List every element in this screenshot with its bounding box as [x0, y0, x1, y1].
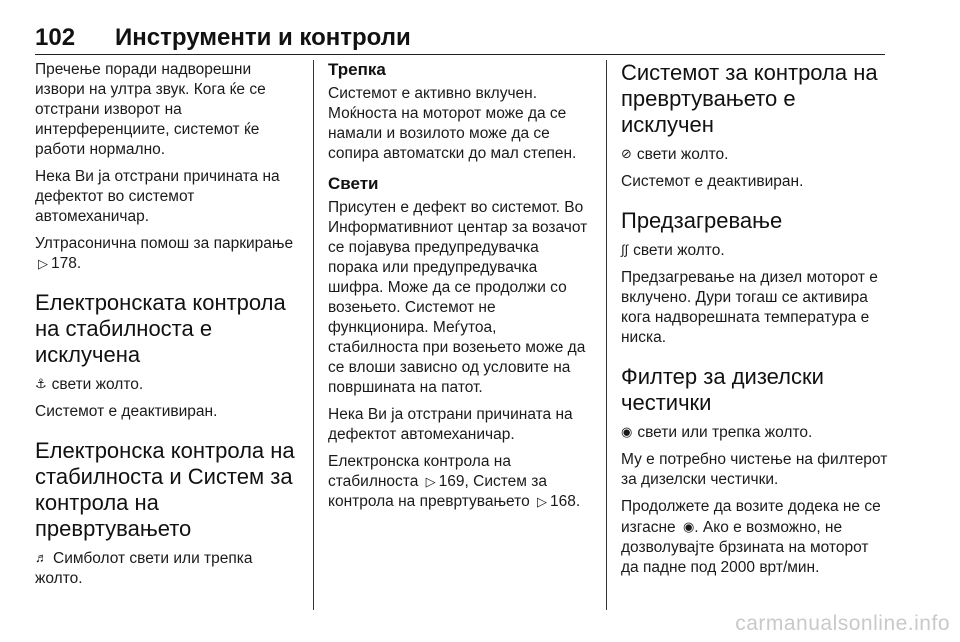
dpf-icon: ◉	[621, 424, 633, 439]
page-number: 102	[35, 24, 76, 51]
paragraph: Системот е деактивиран.	[621, 173, 804, 190]
paragraph: Предзагревање на дизел моторот е вклучено. Дури тогаш се активира кога надворешната температура е ниска.	[621, 269, 878, 346]
icon-description: Симболот свети или трепка жолто.	[35, 550, 253, 587]
page-ref-arrow-icon: ▷	[537, 494, 548, 509]
paragraph	[621, 144, 889, 165]
paragraph: Му е потребно чистење на филтерот за дизелски честички.	[621, 451, 888, 488]
column-divider	[606, 60, 607, 610]
paragraph-text: Ултрасонична помош за паркирање	[35, 235, 294, 252]
page-ref[interactable]: 178.	[51, 255, 82, 272]
esc-off-icon: ⚓	[35, 376, 47, 391]
page-ref-arrow-icon: ▷	[38, 256, 48, 271]
heading-lit: Свети	[328, 174, 379, 193]
paragraph	[621, 422, 889, 443]
paragraph	[35, 374, 297, 395]
paragraph	[621, 497, 889, 578]
glow-plug-icon: ∫∫	[621, 242, 629, 257]
column-middle	[328, 60, 590, 519]
paragraph	[621, 240, 889, 261]
page-header	[35, 24, 885, 55]
column-divider	[313, 60, 314, 610]
tc-off-icon: ⊘	[621, 146, 632, 161]
esc-icon: ♬	[35, 550, 48, 565]
page-ref-arrow-icon: ▷	[425, 474, 436, 489]
icon-description: свети жолто.	[633, 242, 725, 259]
paragraph	[35, 234, 297, 274]
paragraph-text: Продолжете да возите додека не се изгасне	[621, 498, 881, 536]
paragraph: Пречење поради надворешни извори на ултра звук. Кога ќе се отстрани изворот на интерференциите, системот ќе работи нормално.	[35, 61, 266, 158]
icon-description: свети жолто.	[51, 376, 144, 393]
paragraph	[35, 548, 297, 589]
paragraph: Присутен е дефект во системот. Во Информативниот центар за возачот се појавува предупредувачка порака или предупредувачка шифра. Може да се продолжи со возењето. Системот не функционира. Меѓутоа, стабилноста при возењето може да се влоши зависно од условите на површината на патот.	[328, 199, 588, 396]
page-ref[interactable]: 168.	[550, 493, 581, 510]
paragraph: Нека Ви ја отстрани причината на дефектот автомеханичар.	[328, 406, 573, 443]
heading-dpf: Филтер за дизелски честички	[621, 364, 824, 415]
section-title: Инструменти и контроли	[115, 24, 411, 51]
heading-flashing: Трепка	[328, 60, 386, 79]
paragraph	[328, 452, 590, 512]
heading-glow: Предзагревање	[621, 208, 783, 233]
heading-esc-off: Електронската контрола на стабилноста е исклучена	[35, 290, 286, 367]
icon-description: свети жолто.	[636, 146, 729, 163]
dpf-icon: ◉	[682, 519, 695, 534]
heading-esc: Електронска контрола на стабилноста и Систем за контрола на превртувањето	[35, 438, 295, 541]
column-right	[621, 60, 889, 585]
watermark: carmanualsonline.info	[735, 612, 950, 635]
icon-description: свети или трепка жолто.	[637, 424, 813, 441]
paragraph: Системот е активно вклучен. Моќноста на моторот може да се намали и возилото може да се сопира автоматски до мал степен.	[328, 85, 577, 162]
paragraph-text: . Ако е возможно, не дозволувајте брзината на моторот да падне под 2000 врт/мин.	[621, 519, 869, 576]
page-ref[interactable]: 169, Систем за контрола на превртувањето	[328, 473, 547, 510]
paragraph: Системот е деактивиран.	[35, 403, 218, 420]
paragraph: Нека Ви ја отстрани причината на дефектот во системот автомеханичар.	[35, 168, 280, 225]
heading-tc-off: Системот за контрола на превртувањето е исклучен	[621, 60, 878, 137]
paragraph-text: Електронска контрола на стабилноста	[328, 453, 511, 490]
column-left	[35, 60, 297, 596]
